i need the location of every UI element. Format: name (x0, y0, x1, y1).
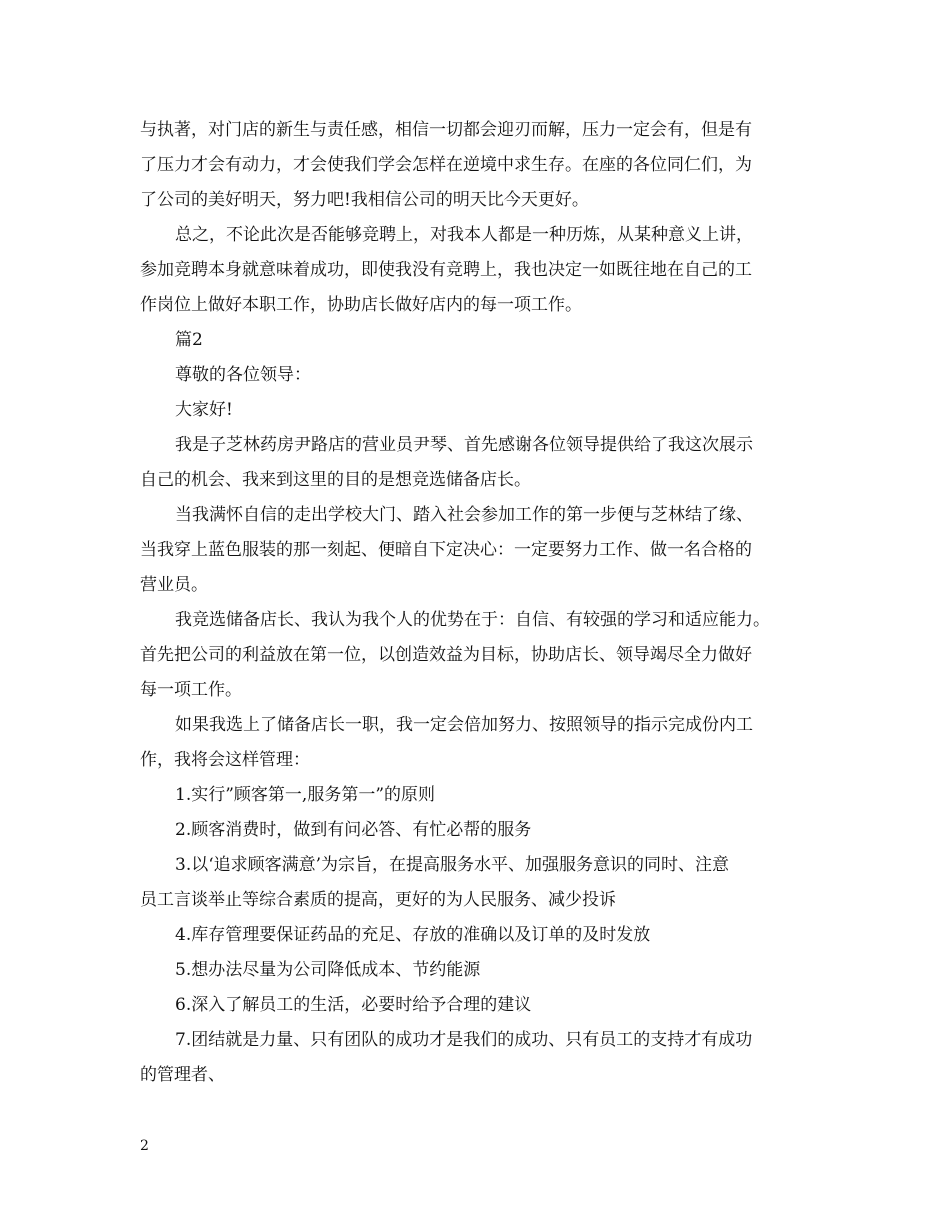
list-item: 1.实行”顾客第一,服务第一”的原则 (175, 785, 436, 805)
text-line: 自己的机会、我来到这里的目的是想竞选储备店长。 (140, 470, 531, 490)
salutation: 尊敬的各位领导： (175, 365, 311, 385)
text-line: 了压力才会有动力，才会使我们学会怎样在逆境中求生存。在座的各位同仁们，为 (140, 155, 752, 175)
text-line: 我竞选储备店长、我认为我个人的优势在于：自信、有较强的学习和适应能力。 (175, 610, 770, 630)
list-item-continuation: 员工言谈举止等综合素质的提高，更好的为人民服务、减少投诉 (140, 890, 616, 910)
page-number: 2 (140, 1138, 149, 1154)
text-line: 首先把公司的利益放在第一位，以创造效益为目标，协助店长、领导竭尽全力做好 (140, 645, 752, 665)
text-line: 作，我将会这样管理： (140, 750, 310, 770)
text-line: 如果我选上了储备店长一职，我一定会倍加努力、按照领导的指示完成份内工 (175, 715, 753, 735)
list-item-continuation: 的管理者、 (140, 1065, 225, 1085)
list-item: 7.团结就是力量、只有团队的成功才是我们的成功、只有员工的支持才有成功 (175, 1030, 753, 1050)
greeting: 大家好! (175, 400, 233, 420)
text-line: 与执著，对门店的新生与责任感，相信一切都会迎刃而解，压力一定会有，但是有 (140, 120, 752, 140)
text-line: 每一项工作。 (140, 680, 242, 700)
text-line: 当我穿上蓝色服装的那一刻起、便暗自下定决心：一定要努力工作、做一名合格的 (140, 540, 752, 560)
list-item: 3.以‘追求顾客满意’为宗旨，在提高服务水平、加强服务意识的同时、注意 (175, 855, 730, 875)
text-line: 我是子芝林药房尹路店的营业员尹琴、首先感谢各位领导提供给了我这次展示 (175, 435, 753, 455)
section-heading: 篇2 (175, 330, 203, 350)
text-line: 参加竞聘本身就意味着成功，即使我没有竞聘上，我也决定一如既往地在自己的工 (140, 260, 752, 280)
text-line: 当我满怀自信的走出学校大门、踏入社会参加工作的第一步便与芝林结了缘、 (175, 505, 753, 525)
text-line: 作岗位上做好本职工作，协助店长做好店内的每一项工作。 (140, 295, 582, 315)
text-line: 了公司的美好明天，努力吧!我相信公司的明天比今天更好。 (140, 190, 589, 210)
text-line: 营业员。 (140, 575, 208, 595)
list-item: 4.库存管理要保证药品的充足、存放的准确以及订单的及时发放 (175, 925, 651, 945)
list-item: 2.顾客消费时，做到有问必答、有忙必帮的服务 (175, 820, 532, 840)
list-item: 5.想办法尽量为公司降低成本、节约能源 (175, 960, 481, 980)
text-line: 总之，不论此次是否能够竞聘上，对我本人都是一种历炼，从某种意义上讲， (175, 225, 753, 245)
list-item: 6.深入了解员工的生活，必要时给予合理的建议 (175, 995, 532, 1015)
